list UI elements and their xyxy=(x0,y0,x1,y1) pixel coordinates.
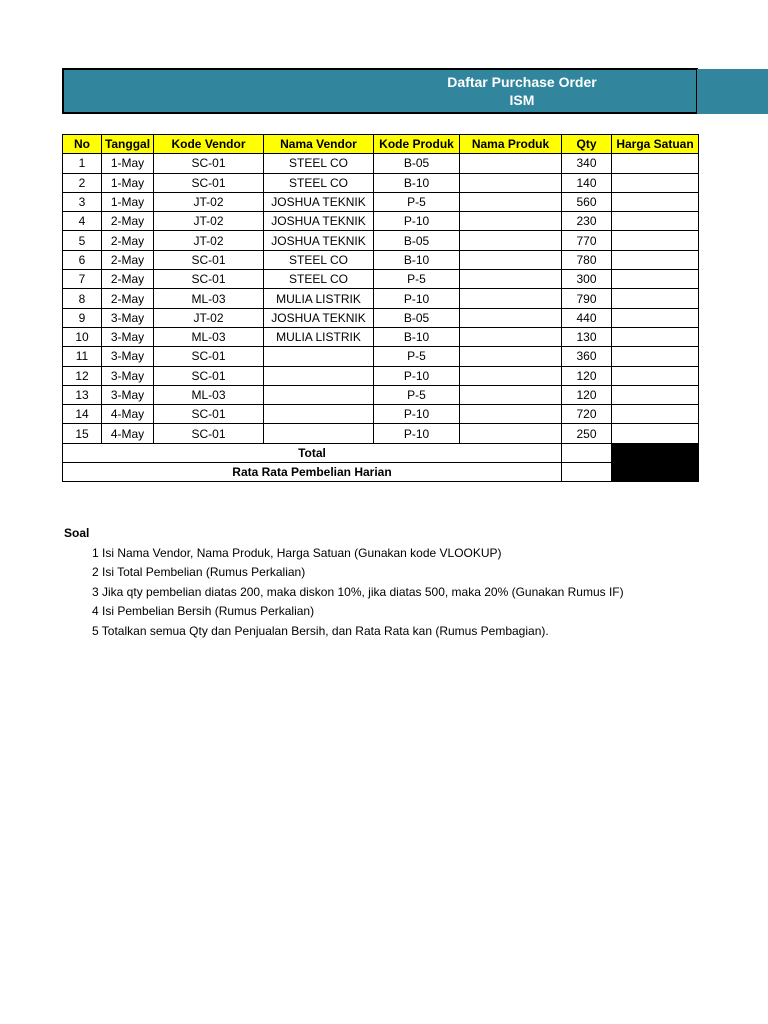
cell-harga-satuan[interactable] xyxy=(612,250,699,269)
cell-harga-satuan[interactable] xyxy=(612,192,699,211)
cell-qty[interactable]: 300 xyxy=(562,270,612,289)
soal-section xyxy=(64,524,624,641)
cell-kode-vendor[interactable]: JT-02 xyxy=(154,212,264,231)
cell-qty[interactable]: 780 xyxy=(562,250,612,269)
total-qty-cell[interactable] xyxy=(562,443,612,462)
soal-item: 3 Jika qty pembelian diatas 200, maka diskon 10%, jika diatas 500, maka 20% (Gunakan Rumus IF) xyxy=(92,584,624,599)
cell-kode-produk[interactable]: B-05 xyxy=(374,231,460,250)
cell-no[interactable]: 10 xyxy=(63,327,102,346)
cell-no[interactable]: 1 xyxy=(63,154,102,173)
cell-nama-vendor[interactable]: STEEL CO xyxy=(264,154,374,173)
total-row xyxy=(63,443,699,462)
soal-item: 1 Isi Nama Vendor, Nama Produk, Harga Satuan (Gunakan kode VLOOKUP) xyxy=(92,545,502,560)
soal-item: 5 Totalkan semua Qty dan Penjualan Bersih, dan Rata Rata kan (Rumus Pembagian). xyxy=(92,623,549,638)
cell-harga-satuan[interactable] xyxy=(612,154,699,173)
total-label: Total xyxy=(63,443,562,462)
cell-nama-vendor[interactable]: MULIA LISTRIK xyxy=(264,327,374,346)
total-filled-cell xyxy=(612,443,699,462)
average-label: Rata Rata Pembelian Harian xyxy=(63,463,562,482)
table-row xyxy=(63,270,699,289)
cell-kode-vendor[interactable]: ML-03 xyxy=(154,327,264,346)
cell-no[interactable]: 9 xyxy=(63,308,102,327)
table-row xyxy=(63,347,699,366)
cell-tanggal[interactable]: 2-May xyxy=(102,289,154,308)
cell-nama-vendor[interactable]: JOSHUA TEKNIK xyxy=(264,192,374,211)
table-row xyxy=(63,154,699,173)
cell-nama-produk[interactable] xyxy=(460,289,562,308)
header-tanggal: Tanggal xyxy=(102,135,154,154)
cell-harga-satuan[interactable] xyxy=(612,347,699,366)
cell-qty[interactable]: 790 xyxy=(562,289,612,308)
cell-kode-vendor[interactable]: ML-03 xyxy=(154,289,264,308)
cell-tanggal[interactable]: 2-May xyxy=(102,270,154,289)
cell-nama-vendor[interactable]: JOSHUA TEKNIK xyxy=(264,212,374,231)
cell-tanggal[interactable]: 1-May xyxy=(102,154,154,173)
cell-nama-vendor[interactable] xyxy=(264,347,374,366)
cell-harga-satuan[interactable] xyxy=(612,327,699,346)
cell-kode-vendor[interactable]: SC-01 xyxy=(154,173,264,192)
header-nama-vendor: Nama Vendor xyxy=(264,135,374,154)
cell-nama-produk[interactable] xyxy=(460,405,562,424)
cell-kode-produk[interactable]: P-5 xyxy=(374,347,460,366)
cell-kode-produk[interactable]: P-10 xyxy=(374,366,460,385)
cell-nama-produk[interactable] xyxy=(460,308,562,327)
soal-item: 4 Isi Pembelian Bersih (Rumus Perkalian) xyxy=(92,604,315,618)
cell-qty[interactable]: 120 xyxy=(562,385,612,404)
table-row xyxy=(63,289,699,308)
cell-tanggal[interactable]: 1-May xyxy=(102,192,154,211)
cell-qty[interactable]: 720 xyxy=(562,405,612,424)
cell-nama-produk[interactable] xyxy=(460,270,562,289)
cell-kode-vendor[interactable]: JT-02 xyxy=(154,231,264,250)
cell-harga-satuan[interactable] xyxy=(612,289,699,308)
sheet-title-line1: Daftar Purchase Order xyxy=(447,74,597,90)
cell-nama-vendor[interactable]: STEEL CO xyxy=(264,250,374,269)
cell-nama-vendor[interactable]: JOSHUA TEKNIK xyxy=(264,308,374,327)
cell-kode-vendor[interactable]: SC-01 xyxy=(154,405,264,424)
cell-qty[interactable]: 770 xyxy=(562,231,612,250)
table-row xyxy=(63,327,699,346)
cell-kode-vendor[interactable]: ML-03 xyxy=(154,385,264,404)
cell-qty[interactable]: 120 xyxy=(562,366,612,385)
cell-no[interactable]: 6 xyxy=(63,250,102,269)
table-row xyxy=(63,173,699,192)
purchase-order-table xyxy=(62,134,699,482)
header-no: No xyxy=(63,135,102,154)
cell-nama-vendor[interactable] xyxy=(264,424,374,443)
table-body xyxy=(63,154,699,443)
cell-tanggal[interactable]: 2-May xyxy=(102,212,154,231)
cell-harga-satuan[interactable] xyxy=(612,270,699,289)
cell-kode-produk[interactable]: P-5 xyxy=(374,385,460,404)
cell-kode-produk[interactable]: B-10 xyxy=(374,173,460,192)
cell-qty[interactable]: 560 xyxy=(562,192,612,211)
cell-no[interactable]: 8 xyxy=(63,289,102,308)
cell-kode-produk[interactable]: P-10 xyxy=(374,212,460,231)
cell-no[interactable]: 4 xyxy=(63,212,102,231)
cell-tanggal[interactable]: 1-May xyxy=(102,173,154,192)
cell-nama-vendor[interactable]: JOSHUA TEKNIK xyxy=(264,231,374,250)
cell-harga-satuan[interactable] xyxy=(612,212,699,231)
cell-tanggal[interactable]: 3-May xyxy=(102,385,154,404)
table-row xyxy=(63,308,699,327)
cell-harga-satuan[interactable] xyxy=(612,231,699,250)
cell-nama-produk[interactable] xyxy=(460,192,562,211)
cell-kode-produk[interactable]: P-10 xyxy=(374,289,460,308)
cell-nama-vendor[interactable]: MULIA LISTRIK xyxy=(264,289,374,308)
cell-nama-produk[interactable] xyxy=(460,385,562,404)
cell-harga-satuan[interactable] xyxy=(612,385,699,404)
cell-harga-satuan[interactable] xyxy=(612,366,699,385)
cell-qty[interactable]: 440 xyxy=(562,308,612,327)
cell-no[interactable]: 13 xyxy=(63,385,102,404)
cell-no[interactable]: 11 xyxy=(63,347,102,366)
header-harga-satuan: Harga Satuan xyxy=(612,135,699,154)
cell-nama-produk[interactable] xyxy=(460,250,562,269)
cell-nama-vendor[interactable]: STEEL CO xyxy=(264,270,374,289)
cell-tanggal[interactable]: 4-May xyxy=(102,405,154,424)
cell-nama-produk[interactable] xyxy=(460,424,562,443)
cell-nama-produk[interactable] xyxy=(460,366,562,385)
table-row xyxy=(63,192,699,211)
cell-nama-produk[interactable] xyxy=(460,231,562,250)
sheet-title-line2: ISM xyxy=(509,92,535,108)
cell-qty[interactable]: 140 xyxy=(562,173,612,192)
cell-harga-satuan[interactable] xyxy=(612,424,699,443)
cell-kode-vendor[interactable]: SC-01 xyxy=(154,154,264,173)
header-kode-vendor: Kode Vendor xyxy=(154,135,264,154)
cell-kode-produk[interactable]: P-10 xyxy=(374,405,460,424)
cell-tanggal[interactable]: 2-May xyxy=(102,250,154,269)
cell-kode-vendor[interactable]: SC-01 xyxy=(154,250,264,269)
average-row xyxy=(63,463,699,482)
cell-kode-produk[interactable]: P-5 xyxy=(374,192,460,211)
cell-kode-vendor[interactable]: SC-01 xyxy=(154,270,264,289)
cell-kode-produk[interactable]: B-05 xyxy=(374,154,460,173)
sheet-title xyxy=(62,73,768,109)
cell-harga-satuan[interactable] xyxy=(612,405,699,424)
header-nama-produk: Nama Produk xyxy=(460,135,562,154)
cell-no[interactable]: 7 xyxy=(63,270,102,289)
cell-qty[interactable]: 250 xyxy=(562,424,612,443)
cell-kode-vendor[interactable]: SC-01 xyxy=(154,347,264,366)
cell-nama-vendor[interactable] xyxy=(264,385,374,404)
average-filled-cell xyxy=(612,463,699,482)
cell-nama-produk[interactable] xyxy=(460,212,562,231)
average-qty-cell[interactable] xyxy=(562,463,612,482)
cell-no[interactable]: 14 xyxy=(63,405,102,424)
cell-qty[interactable]: 130 xyxy=(562,327,612,346)
table-row xyxy=(63,366,699,385)
cell-kode-vendor[interactable]: JT-02 xyxy=(154,192,264,211)
cell-kode-produk[interactable]: B-10 xyxy=(374,250,460,269)
cell-qty[interactable]: 340 xyxy=(562,154,612,173)
cell-tanggal[interactable]: 3-May xyxy=(102,347,154,366)
cell-qty[interactable]: 230 xyxy=(562,212,612,231)
cell-nama-vendor[interactable] xyxy=(264,405,374,424)
cell-nama-produk[interactable] xyxy=(460,347,562,366)
cell-no[interactable]: 3 xyxy=(63,192,102,211)
table-row xyxy=(63,385,699,404)
cell-qty[interactable]: 360 xyxy=(562,347,612,366)
table-row xyxy=(63,250,699,269)
cell-tanggal[interactable]: 2-May xyxy=(102,231,154,250)
cell-nama-produk[interactable] xyxy=(460,327,562,346)
cell-nama-produk[interactable] xyxy=(460,173,562,192)
table-row xyxy=(63,231,699,250)
cell-harga-satuan[interactable] xyxy=(612,173,699,192)
soal-title: Soal xyxy=(64,526,90,540)
cell-no[interactable]: 15 xyxy=(63,424,102,443)
cell-nama-vendor[interactable] xyxy=(264,366,374,385)
table-row xyxy=(63,212,699,231)
cell-no[interactable]: 12 xyxy=(63,366,102,385)
cell-no[interactable]: 5 xyxy=(63,231,102,250)
cell-kode-produk[interactable]: B-05 xyxy=(374,308,460,327)
cell-tanggal[interactable]: 3-May xyxy=(102,308,154,327)
header-row xyxy=(63,135,699,154)
header-kode-produk: Kode Produk xyxy=(374,135,460,154)
cell-kode-produk[interactable]: P-10 xyxy=(374,424,460,443)
soal-list xyxy=(64,544,624,642)
cell-kode-vendor[interactable]: SC-01 xyxy=(154,424,264,443)
soal-item: 2 Isi Total Pembelian (Rumus Perkalian) xyxy=(92,565,306,579)
cell-kode-produk[interactable]: B-10 xyxy=(374,327,460,346)
table-row xyxy=(63,424,699,443)
cell-harga-satuan[interactable] xyxy=(612,308,699,327)
cell-nama-vendor[interactable]: STEEL CO xyxy=(264,173,374,192)
header-qty: Qty xyxy=(562,135,612,154)
cell-kode-vendor[interactable]: SC-01 xyxy=(154,366,264,385)
cell-tanggal[interactable]: 3-May xyxy=(102,366,154,385)
cell-kode-produk[interactable]: P-5 xyxy=(374,270,460,289)
cell-tanggal[interactable]: 4-May xyxy=(102,424,154,443)
table-row xyxy=(63,405,699,424)
cell-no[interactable]: 2 xyxy=(63,173,102,192)
cell-kode-vendor[interactable]: JT-02 xyxy=(154,308,264,327)
cell-nama-produk[interactable] xyxy=(460,154,562,173)
cell-tanggal[interactable]: 3-May xyxy=(102,327,154,346)
